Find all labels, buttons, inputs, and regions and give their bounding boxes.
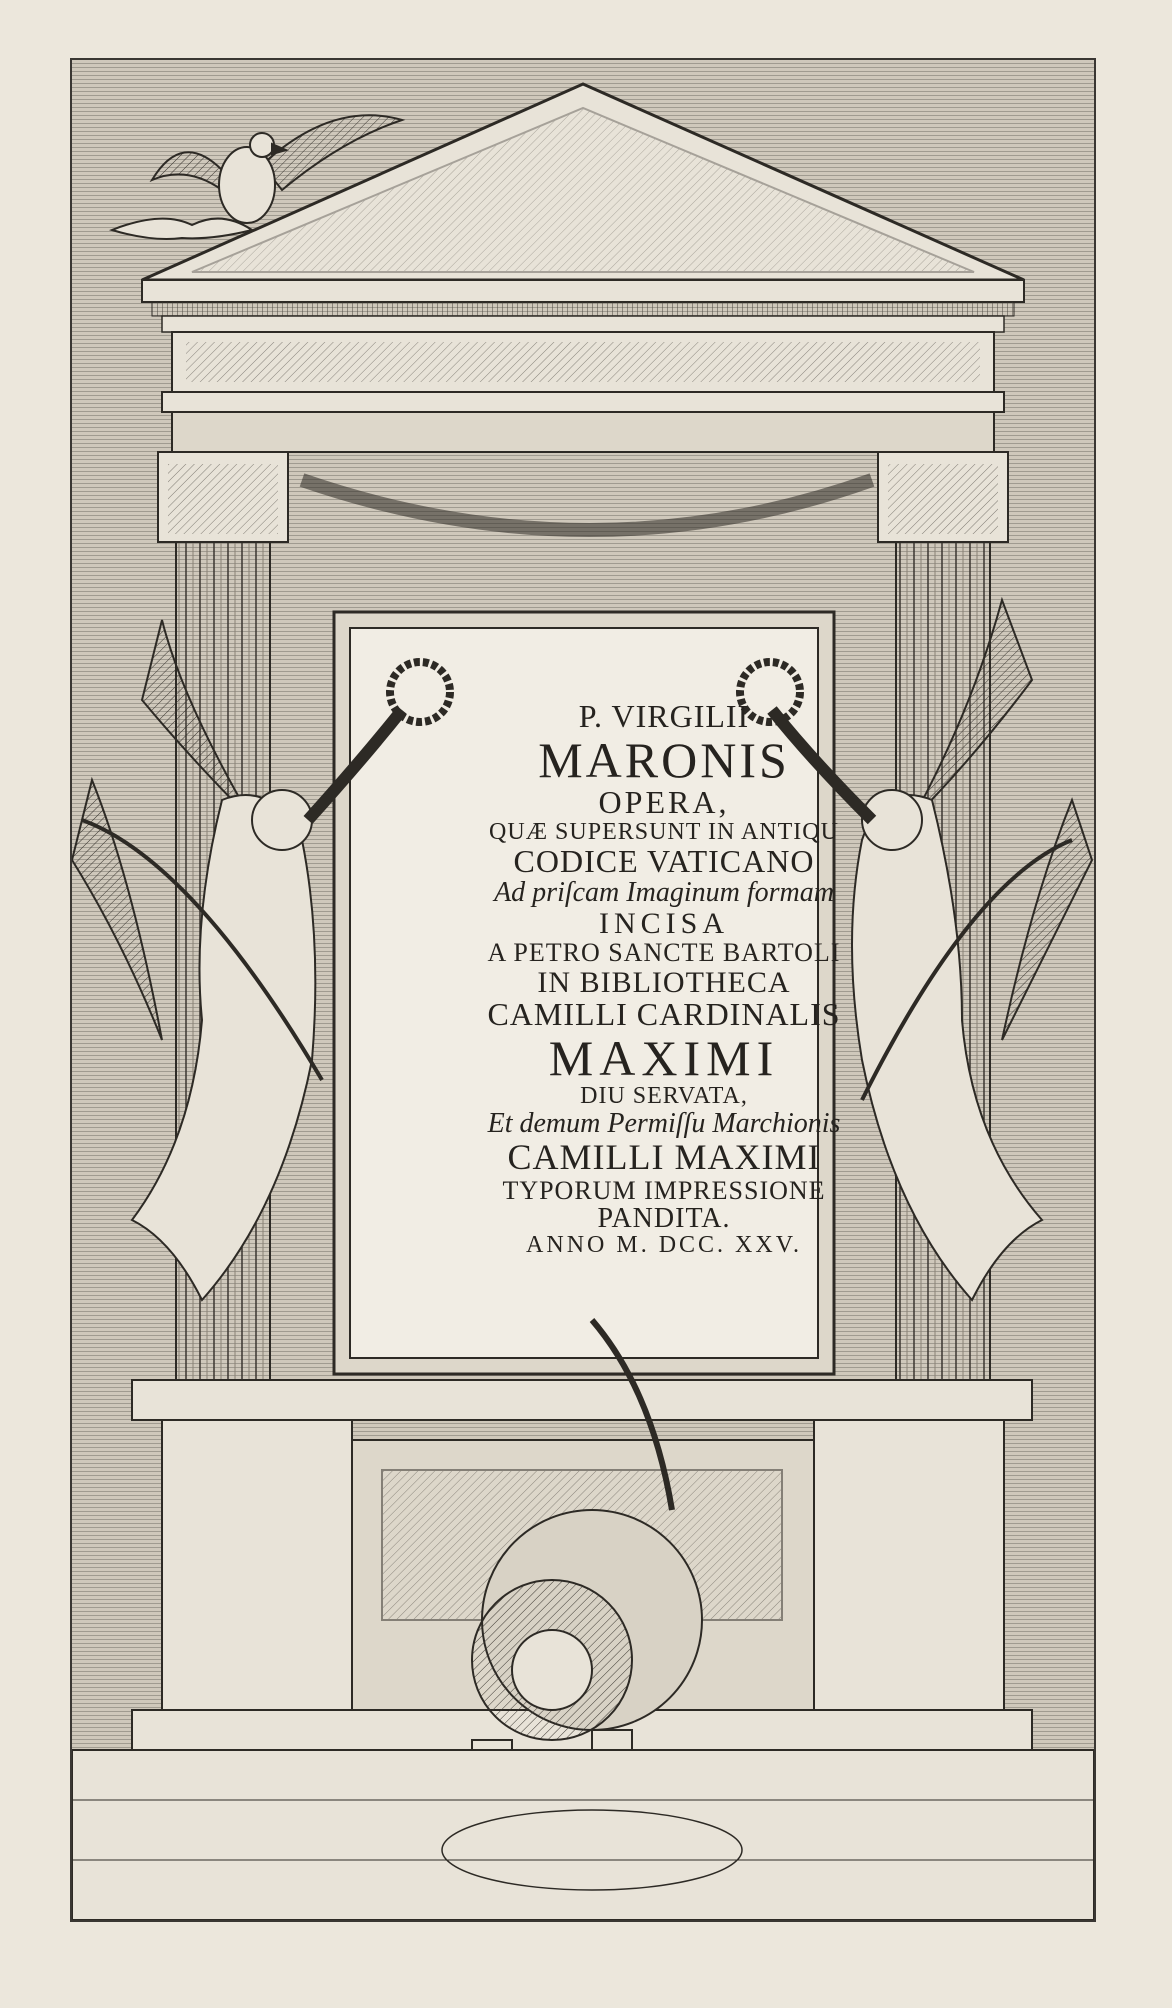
title-line: A PETRO SANCTE BARTOLI — [487, 938, 841, 968]
garland — [302, 480, 872, 530]
title-line: P. VIRGILII — [578, 698, 750, 734]
title-line: Et demum Permiſſu Marchionis — [487, 1108, 841, 1140]
title-line: MARONIS — [538, 731, 790, 788]
title-line: QUÆ SUPERSUNT IN ANTIQU — [489, 818, 839, 845]
floor — [72, 1750, 1094, 1920]
title-line: OPERA, — [598, 784, 730, 821]
engraved-plate — [70, 58, 1096, 1922]
title-line: CAMILLI CARDINALIS — [487, 996, 841, 1033]
pediment — [142, 84, 1024, 332]
title-line: INCISA — [598, 906, 729, 940]
title-line: CAMILLI MAXIMI — [507, 1136, 821, 1177]
title-line: PANDITA. — [597, 1202, 731, 1234]
title-line: MAXIMI — [548, 1029, 780, 1086]
title-line: CODICE VATICANO — [513, 842, 815, 879]
title-line: DIU SERVATA, — [580, 1083, 748, 1110]
title-line: TYPORUM IMPRESSIONE — [502, 1175, 826, 1205]
title-line: ANNO M. DCC. XXV. — [526, 1232, 802, 1259]
title-inscription — [424, 700, 904, 1259]
title-line: IN BIBLIOTHECA — [537, 965, 791, 999]
left-capital — [158, 452, 288, 542]
title-line: Ad priſcam Imaginum formam — [494, 877, 834, 909]
right-capital — [878, 452, 1008, 542]
frieze — [162, 332, 1004, 452]
